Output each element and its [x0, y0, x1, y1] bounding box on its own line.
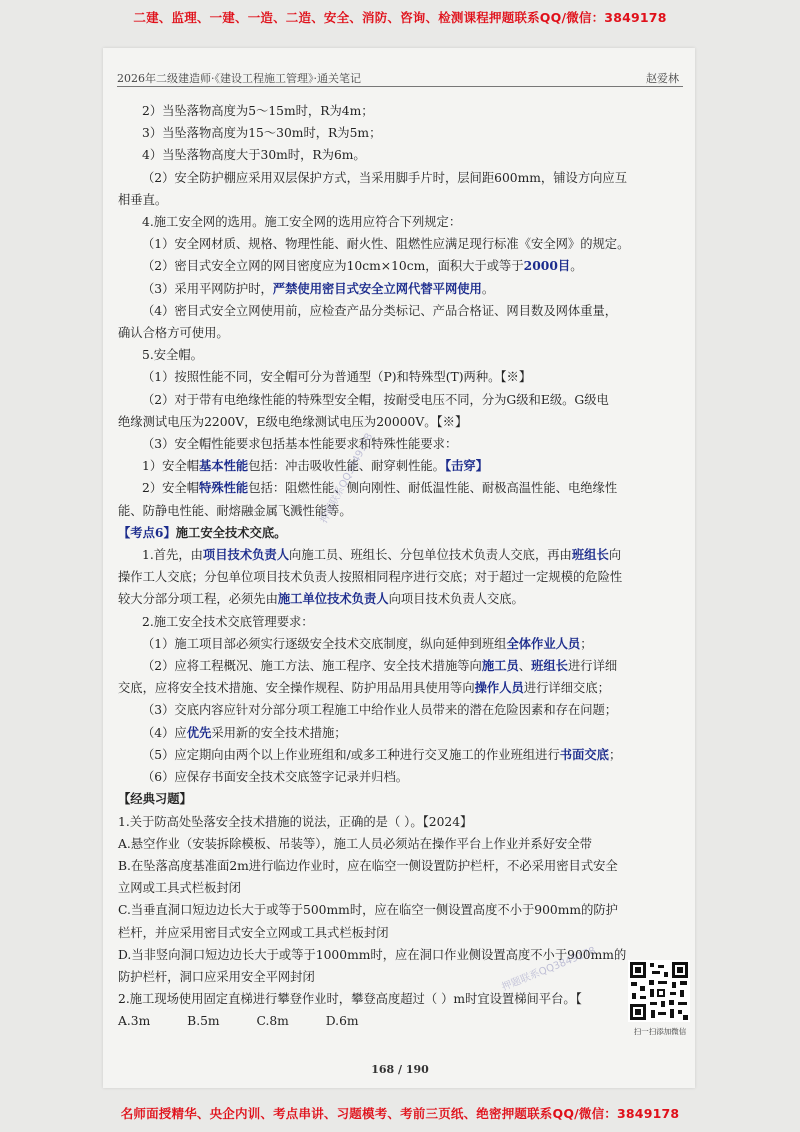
key-point-title: 施工安全技术交底。	[175, 524, 287, 540]
highlight-text: 操作人员	[474, 680, 524, 696]
highlight-text: 班组长	[571, 547, 609, 563]
text-line	[118, 255, 694, 277]
text-line	[118, 677, 694, 699]
qr-caption: 扫一扫添加微信	[633, 1027, 687, 1036]
option-text: D.当非竖向洞口短边边长大于或等于1000mm时，应在洞口作业侧设置高度不小于900mm的	[118, 947, 627, 962]
text-line: 能、防静电性能、耐熔融金属飞溅性能等。	[118, 503, 352, 518]
text-line	[118, 278, 694, 300]
text-line: 2.施工安全技术交底管理要求：	[142, 614, 314, 629]
text-span: 交底，应将安全技术措施、安全操作规程、防护用品用具使用等向	[118, 681, 475, 696]
text-span: ；	[608, 747, 622, 762]
option-text: 栏杆，并应采用密目式安全立网或工具式栏板封闭	[118, 925, 389, 940]
text-line	[118, 544, 694, 566]
text-line: （1）安全网材质、规格、物理性能、耐火性、阻燃性应满足现行标准《安全网》的规定。	[142, 237, 630, 252]
text-line	[118, 455, 694, 477]
text-span: （2）密目式安全立网的网目密度应为10cm×10cm，面积大于或等于	[142, 259, 524, 274]
text-span: 、	[518, 659, 532, 674]
text-line: （4）密目式安全立网使用前，应检查产品分类标记、产品合格证、网目数及网体重量，	[142, 303, 618, 318]
highlight-text: 施工单位技术负责人	[277, 591, 389, 607]
text-line: 5.安全帽。	[142, 348, 203, 363]
text-span: 进行详细	[567, 659, 618, 674]
text-line	[118, 477, 694, 499]
text-span: 。	[481, 281, 495, 296]
watermark: 押题联系QQ3849178	[500, 945, 598, 994]
text-line: 4）当坠落物高度大于30m时，R为6m。	[142, 148, 366, 163]
option-text: A.3m B.5m C.8m D.6m	[118, 1014, 359, 1029]
key-point-tag: 【考点6】	[118, 524, 176, 540]
text-line: 相垂直。	[118, 192, 168, 207]
text-span: 。	[570, 259, 583, 274]
option-text: A.悬空作业（安装拆除模板、吊装等），施工人员必须站在操作平台上作业并系好安全带	[118, 836, 592, 851]
text-line: （1）按照性能不同，安全帽可分为普通型（P)和特殊型(T)两种。【※】	[142, 370, 532, 385]
text-line	[118, 633, 694, 655]
header-title: 2026年二级建造师·《建设工程施工管理》·通关笔记	[117, 72, 361, 85]
highlight-text: 项目技术负责人	[202, 547, 290, 563]
text-line: 绝缘测试电压为2200V，E级电绝缘测试电压为20000V。【※】	[118, 414, 468, 429]
page-number: 168 / 190	[371, 1063, 429, 1076]
text-span: （2）应将工程概况、施工方法、施工程序、安全技术措施等向	[142, 659, 482, 674]
text-span: 向施工员、班组长、分包单位技术负责人交底，再由	[289, 548, 572, 563]
text-span: 向	[608, 548, 622, 563]
highlight-text: 班组长	[531, 658, 568, 674]
option-text: 立网或工具式栏板封闭	[118, 881, 241, 896]
text-line	[118, 655, 694, 677]
question-text: 1.关于防高处坠落安全技术措施的说法，正确的是（ ）。【2024】	[118, 814, 473, 829]
text-line	[118, 744, 694, 766]
highlight-text: 严禁使用密目式安全立网代替平网使用	[272, 280, 482, 296]
text-span: 采用新的安全技术措施；	[211, 725, 347, 740]
text-span: 包括：冲击吸收性能、耐穿刺性能。	[248, 459, 445, 474]
text-span: 包括：阻燃性能、侧向刚性、耐低温性能、耐极高温性能、电绝缘性	[248, 481, 618, 496]
text-span: 较大分部分项工程，必须先由	[118, 592, 278, 607]
highlight-text: 【击穿】	[444, 458, 489, 474]
highlight-text: 2000目	[523, 258, 571, 274]
watermark: 押题联系QQ3849178	[318, 431, 376, 526]
text-line: 确认合格方可使用。	[118, 326, 229, 341]
text-span: 进行详细交底；	[523, 681, 610, 696]
highlight-text: 优先	[186, 724, 212, 740]
top-banner: 二建、监理、一建、一造、二造、安全、消防、咨询、检测课程押题联系QQ/微信：3849178	[133, 10, 667, 25]
text-line: （3）交底内容应针对分部分项工程施工中给作业人员带来的潜在危险因素和存在问题；	[142, 703, 618, 718]
text-line: 3）当坠落物高度为15～30m时，R为5m；	[142, 126, 382, 141]
option-text: C.当垂直洞口短边边长大于或等于500mm时，应在临空一侧设置高度不小于900mm的防护	[118, 903, 618, 918]
exercise-heading: 【经典习题】	[118, 791, 192, 807]
text-line: （3）安全帽性能要求包括基本性能要求和特殊性能要求：	[142, 437, 458, 452]
bottom-banner: 名师面授精华、央企内训、考点串讲、习题模考、考前三页纸、绝密押题联系QQ/微信：3849178	[120, 1106, 680, 1121]
highlight-text: 特殊性能	[199, 480, 249, 496]
page-body	[118, 100, 694, 1033]
page-header	[117, 66, 683, 87]
qr-code-icon	[628, 960, 690, 1022]
option-text: 防护栏杆，洞口应采用安全平网封闭	[118, 969, 315, 984]
text-line: 4.施工安全网的选用。施工安全网的选用应符合下列规定：	[142, 215, 462, 230]
highlight-text: 书面交底	[559, 746, 609, 762]
text-span: 1.首先，由	[142, 548, 203, 563]
text-span: （5）应定期向由两个以上作业班组和/或多工种进行交叉施工的作业班组进行	[142, 747, 560, 762]
text-line: （2）安全防护棚应采用双层保护方式，当采用脚手片时，层间距600mm，铺设方向应互	[142, 170, 628, 185]
option-text: B.在坠落高度基准面2m进行临边作业时，应在临空一侧设置防护栏杆，不必采用密目式安全	[118, 858, 618, 873]
highlight-text: 施工员	[481, 658, 519, 674]
text-line: 2）当坠落物高度为5～15m时，R为4m；	[142, 104, 374, 118]
text-span: 1）安全帽	[142, 459, 200, 474]
text-line	[118, 722, 694, 744]
text-line	[118, 588, 694, 610]
text-span: ；	[580, 636, 593, 651]
key-point-heading	[118, 522, 694, 544]
text-span: （1）施工项目部必须实行逐级安全技术交底制度，纵向延伸到班组	[142, 636, 507, 651]
text-line: 操作工人交底；分包单位项目技术负责人按照相同程序进行交底；对于超过一定规模的危险性	[118, 570, 623, 585]
text-line: （2）对于带有电绝缘性能的特殊型安全帽，按耐受电压不同，分为G级和E级。G级电	[142, 392, 609, 407]
text-span: （4）应	[142, 725, 187, 740]
text-span: 向项目技术负责人交底。	[388, 592, 524, 607]
header-author: 赵爱林	[646, 72, 679, 85]
question-text: 2.施工现场使用固定直梯进行攀登作业时，攀登高度超过（ ）m时宜设置梯间平台。【	[118, 992, 582, 1007]
highlight-text: 全体作业人员	[506, 635, 581, 651]
highlight-text: 基本性能	[199, 458, 249, 474]
text-line: （6）应保存书面安全技术交底签字记录并归档。	[142, 770, 409, 785]
text-span: 2）安全帽	[142, 481, 200, 496]
text-span: （3）采用平网防护时，	[142, 281, 273, 296]
